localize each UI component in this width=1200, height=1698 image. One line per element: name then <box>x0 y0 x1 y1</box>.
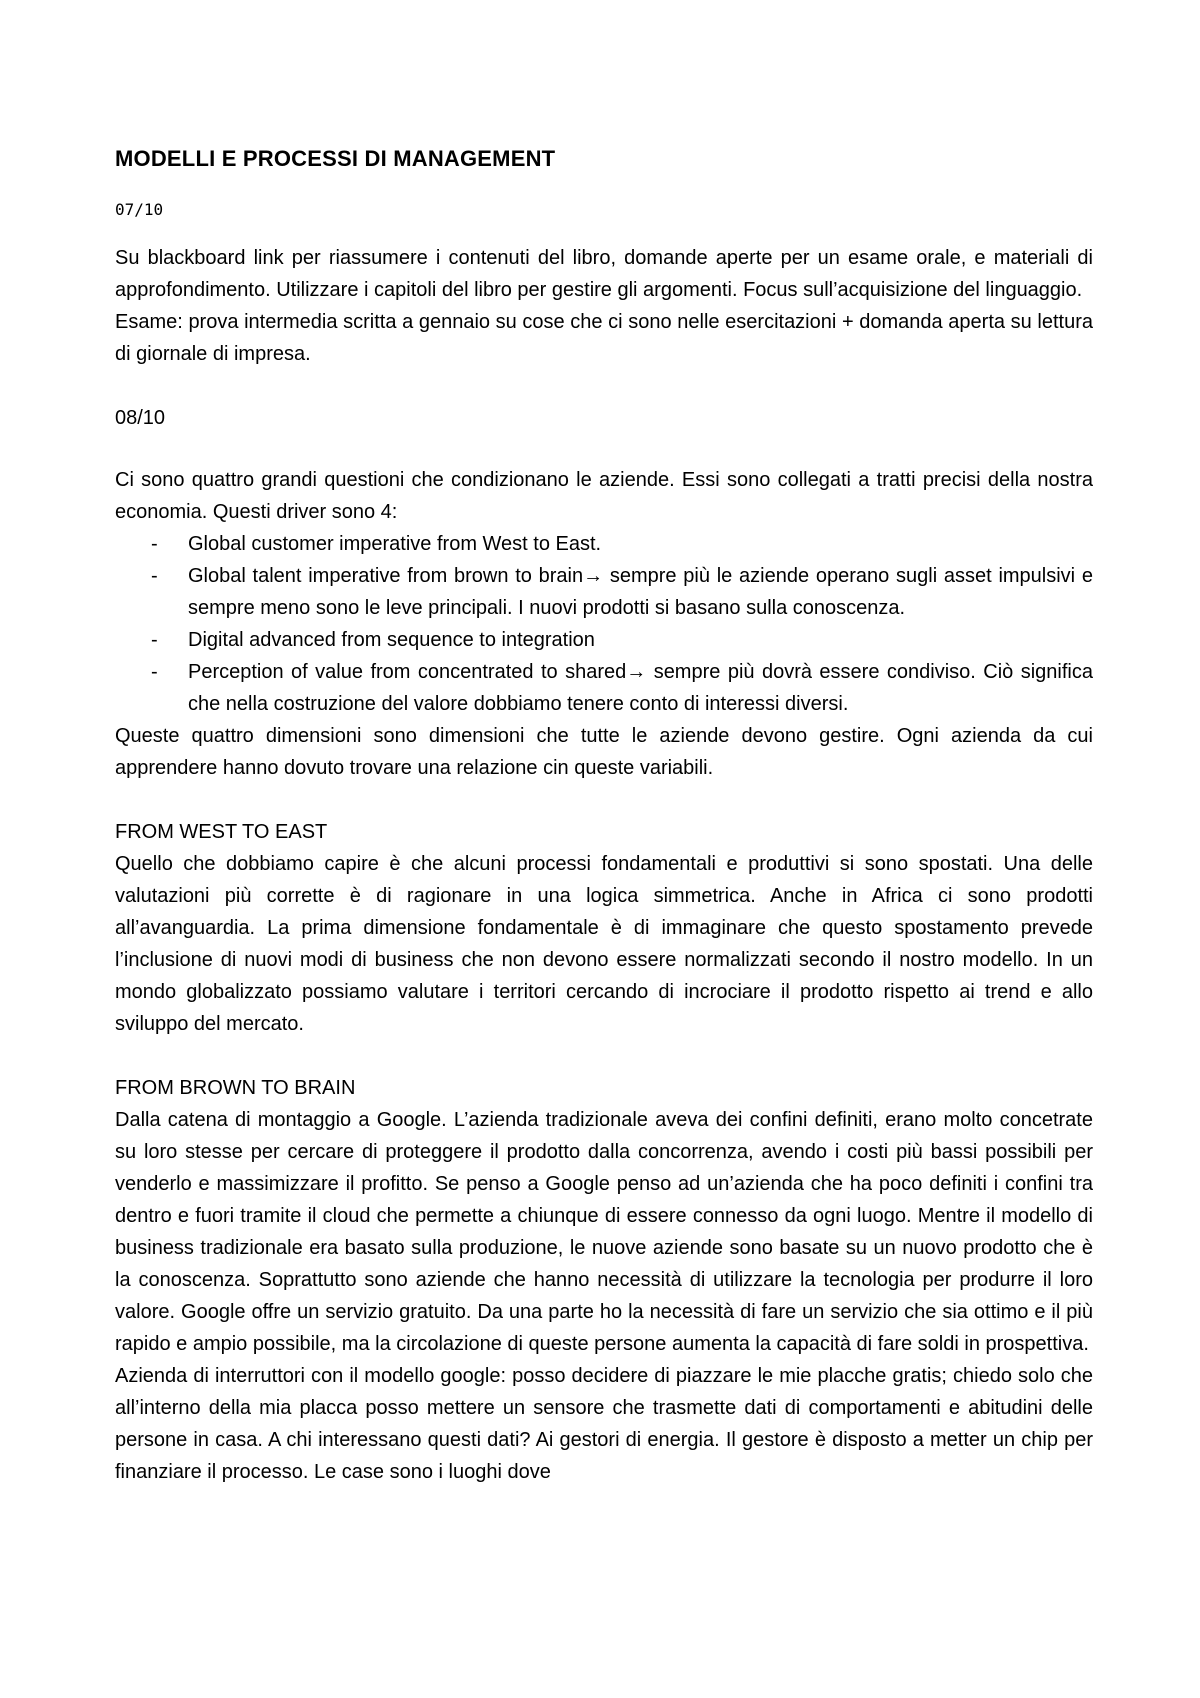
paragraph: Dalla catena di montaggio a Google. L’azienda tradizionale aveva dei confini definiti, erano molto concetrate su loro stesse per cercare di proteggere il prodotto dalla concorrenza, avendo i costi più bassi possibili per venderlo e massimizzare il profitto. Se penso a Google penso ad un’azienda che ha poco definiti i confini tra dentro e fuori tramite il cloud che permette a chiunque di essere connesso da ogni luogo. Mentre il modello di business tradizionale era basato sulla produzione, le nuove aziende sono basate su un nuovo prodotto che è la conoscenza. Soprattutto sono aziende che hanno necessità di utilizzare la tecnologia per produrre il loro valore. Google offre un servizio gratuito. Da una parte ho la necessità di fare un servizio che sia ottimo e il più rapido e ampio possibile, ma la circolazione di queste persone aumenta la capacità di fare soldi in prospettiva. <box>115 1109 1093 1355</box>
paragraph: Esame: prova intermedia scritta a gennaio su cose che ci sono nelle esercitazioni + domanda aperta su lettura di giornale di impresa. <box>115 311 1093 365</box>
list-item: - Global customer imperative from West to East. <box>115 528 1093 560</box>
intro-block <box>115 242 1093 370</box>
document-title: MODELLI E PROCESSI DI MANAGEMENT <box>115 146 556 171</box>
list-item: - Global talent imperative from brown to brain→ sempre più le aziende operano sugli asset impulsivi e sempre meno sono le leve principali. I nuovi prodotti si basano sulla conoscenza. <box>115 560 1093 624</box>
paragraph: Ci sono quattro grandi questioni che condizionano le aziende. Essi sono collegati a tratti precisi della nostra economia. Questi driver sono 4: <box>115 469 1093 523</box>
paragraph: Quello che dobbiamo capire è che alcuni processi fondamentali e produttivi si sono spostati. Una delle valutazioni più corrette è di ragionare in una logica simmetrica. Anche in Africa ci sono prodotti all’avanguardia. La prima dimensione fondamentale è di immaginare che questo spostamento prevede l’inclusione di nuovi modi di business che non devono essere normalizzati secondo il nostro modello. In un mondo globalizzato possiamo valutare i territori cercando di incrociare il prodotto rispetto ai trend e allo sviluppo del mercato. <box>115 853 1093 1035</box>
date-heading: 07/10 <box>115 200 164 219</box>
paragraph: Queste quattro dimensioni sono dimensioni che tutte le aziende devono gestire. Ogni azienda da cui apprendere hanno dovuto trovare una relazione cin queste variabili. <box>115 725 1093 779</box>
date-heading: 08/10 <box>115 407 166 429</box>
drivers-list <box>115 528 1093 720</box>
paragraph: Azienda di interruttori con il modello google: posso decidere di piazzare le mie placche gratis; chiedo solo che all’interno della mia placca posso mettere un sensore che trasmette dati di comportamenti e abitudini delle persone in casa. A chi interessano questi dati? Ai gestori di energia. Il gestore è disposto a metter un chip per finanziare il processo. Le case sono i luoghi dove <box>115 1365 1093 1483</box>
section-heading: FROM WEST TO EAST <box>115 821 328 843</box>
document-body <box>115 146 1093 1488</box>
list-item: - Digital advanced from sequence to integration <box>115 624 1093 656</box>
list-item: - Perception of value from concentrated to shared→ sempre più dovrà essere condiviso. Ciò significa che nella costruzione del valore dobbiamo tenere conto di interessi diversi. <box>115 656 1093 720</box>
section-heading: FROM BROWN TO BRAIN <box>115 1077 356 1099</box>
paragraph: Su blackboard link per riassumere i contenuti del libro, domande aperte per un esame orale, e materiali di approfondimento. Utilizzare i capitoli del libro per gestire gli argomenti. Focus sull’acquisizione del linguaggio. <box>115 247 1093 301</box>
drivers-block <box>115 464 1093 784</box>
